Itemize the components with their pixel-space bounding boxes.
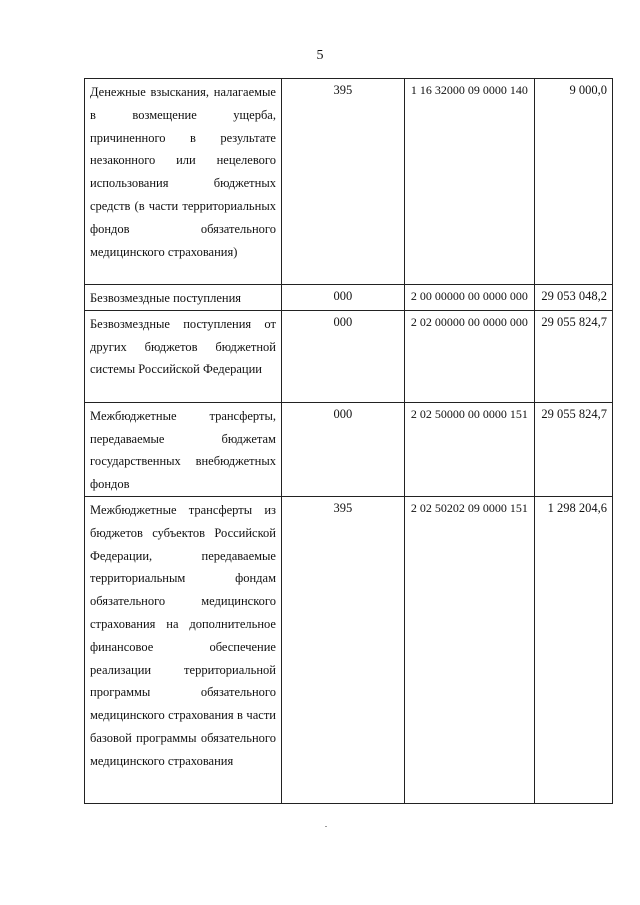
table-row	[85, 310, 613, 402]
page-number: 5	[316, 48, 324, 63]
revenue-name-cell: Безвозмездные поступления	[85, 285, 282, 311]
administrator-code-cell: 000	[281, 402, 404, 496]
revenue-name-cell: Межбюджетные трансферты из бюджетов субъектов Российской Федерации, передаваемые территориальным фондам обязательного медицинского страхования на дополнительное финансовое обеспечение реализации территориальной программы обязательного медицинского страхования в части базовой программы обязательного медицинского страхования	[85, 496, 282, 803]
table-row	[85, 285, 613, 311]
administrator-code-cell: 395	[281, 496, 404, 803]
revenue-name-cell: Безвозмездные поступления от других бюджетов бюджетной системы Российской Федерации	[85, 310, 282, 402]
revenue-name-cell: Межбюджетные трансферты, передаваемые бюджетам государственных внебюджетных фондов	[85, 402, 282, 496]
budget-classification-code-cell: 2 00 00000 00 0000 000	[404, 285, 534, 311]
revenue-name-cell: Денежные взыскания, налагаемые в возмещение ущерба, причиненного в результате незаконного или нецелевого использования бюджетных средств (в части территориальных фондов обязательного медицинского страхования)	[85, 79, 282, 285]
budget-classification-code-cell: 2 02 50202 09 0000 151	[404, 496, 534, 803]
amount-cell: 9 000,0	[534, 79, 612, 285]
scan-speck	[325, 826, 327, 827]
budget-classification-code-cell: 2 02 50000 00 0000 151	[404, 402, 534, 496]
budget-classification-code-cell: 2 02 00000 00 0000 000	[404, 310, 534, 402]
amount-cell: 29 055 824,7	[534, 402, 612, 496]
budget-classification-code-cell: 1 16 32000 09 0000 140	[404, 79, 534, 285]
administrator-code-cell: 000	[281, 285, 404, 311]
table-row	[85, 79, 613, 285]
amount-cell: 29 053 048,2	[534, 285, 612, 311]
administrator-code-cell: 395	[281, 79, 404, 285]
table-row	[85, 496, 613, 803]
amount-cell: 29 055 824,7	[534, 310, 612, 402]
administrator-code-cell: 000	[281, 310, 404, 402]
table-row	[85, 402, 613, 496]
amount-cell: 1 298 204,6	[534, 496, 612, 803]
budget-revenue-table	[84, 78, 613, 804]
